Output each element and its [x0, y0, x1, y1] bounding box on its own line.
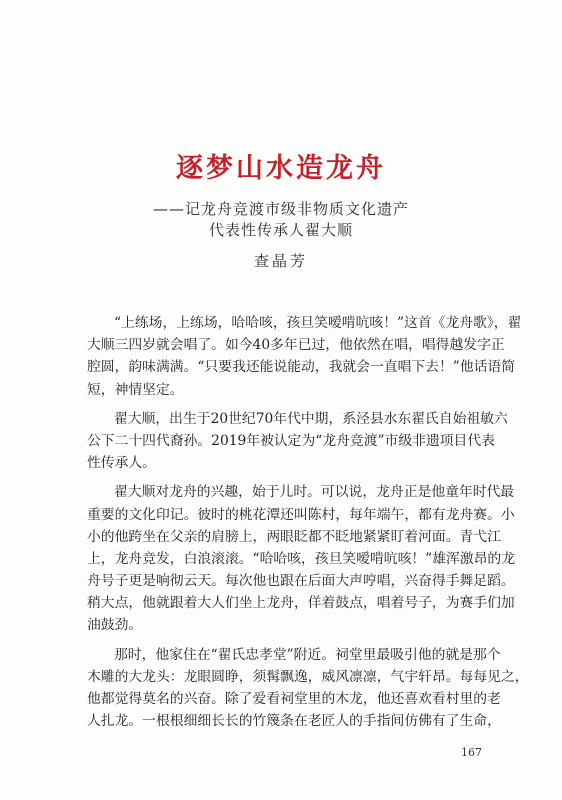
page-number: 167 [461, 746, 482, 759]
paragraph-line: 翟大顺，出生于20世纪70年代中期，系泾县水东翟氏自始祖敏六 [114, 410, 508, 427]
article-author: 查晶芳 [253, 252, 308, 270]
paragraph-line: 大顺三四岁就会唱了。如今40多年已过，他依然在唱，唱得越发字正 [87, 337, 505, 354]
paragraph-1 [87, 312, 522, 401]
paragraph-line: 腔圆，韵味满满。“只要我还能说能动，我就会一直唱下去！”他话语简 [87, 359, 516, 376]
article-title: 逐梦山水造龙舟 [176, 153, 386, 184]
paragraph-line: 木雕的大龙头：龙眼圆睁，须髯飘逸，威风凛凛，气宇轩昂。每每见之， [87, 668, 529, 685]
paragraph-line: 公下二十四代裔孙。2019年被认定为“龙舟竞渡”市级非遗项目代表 [87, 432, 495, 449]
paragraph-line: 翟大顺对龙舟的兴趣，始于儿时。可以说，龙舟正是他童年时代最 [114, 484, 515, 501]
paragraph-line: 短，神情坚定。 [87, 381, 184, 398]
paragraph-line: 油鼓劲。 [87, 617, 143, 634]
paragraph-4 [87, 644, 529, 733]
article-subtitle-line-1: ——记龙舟竞渡市级非物质文化遗产 [152, 200, 409, 218]
paragraph-line: “上练场，上练场，哈哈咳，孩旦笑嗳啃吭咳！”这首《龙舟歌》，翟 [114, 315, 522, 331]
paragraph-2 [87, 408, 508, 475]
article-body [87, 312, 529, 739]
paragraph-line: 重要的文化印记。彼时的桃花潭还叫陈村，每年端午，都有龙舟赛。小 [87, 506, 515, 523]
paragraph-line: 那时，他家住在“翟氏忠孝堂”附近。祠堂里最吸引他的就是那个 [114, 646, 501, 663]
paragraph-line: 舟号子更是响彻云天。每次他也跟在后面大声哼唱，兴奋得手舞足蹈。 [87, 573, 515, 590]
paragraph-line: 人扎龙。一根根细细长长的竹篾条在老匠人的手指间仿佛有了生命， [87, 713, 501, 730]
article-subtitle-line-2: 代表性传承人翟大顺 [208, 221, 353, 239]
paragraph-3 [87, 481, 516, 636]
paragraph-line: 性传承人。 [87, 455, 156, 472]
paragraph-line: 他都觉得莫名的兴奋。除了爱看祠堂里的木龙，他还喜欢看村里的老 [87, 691, 501, 707]
paragraph-line: 小的他跨坐在父亲的肩膀上，两眼眨都不眨地紧紧盯着河面。青弋江 [87, 528, 501, 545]
paragraph-line: 上，龙舟竞发，白浪滚滚。“哈哈咳，孩旦笑嗳啃吭咳！”雄浑激昂的龙 [87, 550, 516, 567]
paragraph-line: 稍大点，他就跟着大人们坐上龙舟，佯着鼓点，唱着号子，为赛手们加 [87, 595, 515, 612]
